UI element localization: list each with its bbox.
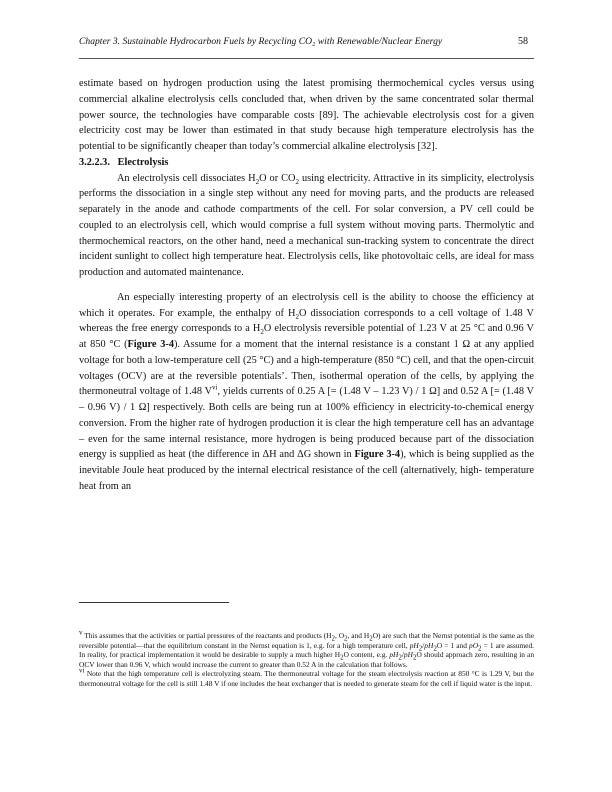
italic-symbol: pH bbox=[389, 650, 399, 660]
text-run: Note that the high temperature cell is electrolyzing steam. The thermoneutral voltage for the steam electrolysis reaction at 850 °C is 1.29 V, but the thermoneutral voltage for the cell is still 1.48 V if one includes the heat exchanger that is needed to generate steam for the cell if liquid water is the input. bbox=[79, 669, 534, 688]
text-run: An especially interesting property of an electrolysis cell is the ability to choose the efficiency at which it operates. For example, the enthalpy of H bbox=[79, 291, 534, 319]
footnote-vi bbox=[79, 666, 534, 688]
text-run: , yields currents of 0.25 A [= (1.48 V – 1.23 V) / 1 Ω] and 0.52 A [= (1.48 V – 0.96 V) / 1 Ω] respectively. Both cells are being run at 100% efficiency in electricity-to-chemical energy conversion. From the higher rate of hydrogen production it is clear the high temperature cell has an advantage – even for the same internal resistance, more hydrogen is being produced because part of the dissociation energy is supplied as heat (the difference in ΔH and ΔG shown in bbox=[79, 386, 534, 461]
text-run: This assumes that the activities or partial pressures of the reactants and products (H bbox=[82, 631, 332, 640]
footnotes bbox=[79, 628, 535, 689]
intro-paragraph: estimate based on hydrogen production using the latest promising thermochemical cycles versus using commercial alkaline electrolysis cells concluded that, when driven by the same concentrated solar thermal power source, the technologies have comparable costs [89]. The achievable electrolysis cost for a given electricity cost may be lower than estimated in that study because high temperature electrolysis has the potential to be significantly cheaper than today’s commercial alkaline electrolysis [32]. bbox=[79, 78, 534, 152]
section-title: Electrolysis bbox=[117, 156, 169, 168]
subscript: 2 bbox=[412, 653, 417, 662]
subscript: 2 bbox=[478, 644, 482, 653]
text-run: An electrolysis cell dissociates H bbox=[117, 172, 256, 184]
italic-symbol: pH bbox=[424, 640, 434, 650]
text-run: / bbox=[422, 640, 425, 650]
subscript: 2 bbox=[369, 634, 373, 643]
chapter-title: Chapter 3. Sustainable Hydrocarbon Fuels by Recycling CO₂ with Renewable/Nuclear Energy bbox=[79, 36, 443, 47]
subscript: 2 bbox=[295, 177, 299, 186]
text-run: / bbox=[401, 650, 404, 660]
subscript: 2 bbox=[295, 312, 299, 321]
text-run: O should approach zero, resulting in an OCV lower than 0.96 V, which would increase the current to greater than 0.52 A in the calculation that follows. bbox=[79, 650, 535, 669]
subscript: 2 bbox=[331, 634, 335, 643]
italic-symbol: pO bbox=[469, 640, 479, 650]
text-run: O or CO bbox=[259, 172, 296, 184]
footnote-marker[interactable]: vi bbox=[212, 383, 218, 392]
text-run: O) are such that the Nernst potential is the same as the reversible potential—that the equilibrium constant in the Nernst equation is 1, e.g. for a high temperature cell, bbox=[79, 631, 534, 650]
text-run: O dissociation corresponds to a cell voltage of 1.48 V whereas the free energy corresponds to a H bbox=[79, 307, 534, 335]
italic-symbol: pH bbox=[409, 640, 419, 650]
text-run: using electricity. Attractive in its simplicity, electrolysis performs the dissociation in a single step without any need for moving parts, and the products are released separately in the anode and cathode compartments of the cell. For solar conversion, a PV cell could be coupled to an electrolysis cell, which would comprise a full system without moving parts. Thermolytic and thermochemical reactors, on the other hand, need a mechanical sun-tracking system to concentrate the direct incident sunlight to collect high temperature heat. Electrolysis cells, like photovoltaic cells, are ideal for mass production and automated maintenance. bbox=[79, 172, 534, 278]
paragraph-efficiency bbox=[79, 290, 534, 495]
footnote-marker: v bbox=[79, 628, 83, 637]
figure-reference[interactable]: Figure 3-4 bbox=[127, 339, 174, 350]
section-heading bbox=[79, 155, 534, 171]
text-run: ). Assume for a moment that the internal resistance is a constant 1 Ω at any applied voltage for both a low-temperature cell (25 °C) and a high-temperature (850 °C) cell, and that the open-circuit voltages (OCV) are at the reversible potentials’. Then, isothermal operation of the cells, by applying the thermoneutral voltage of 1.48 V bbox=[79, 339, 534, 398]
text-run: O = 1 and bbox=[436, 640, 469, 650]
subscript: 2 bbox=[255, 177, 260, 186]
text-run: = 1 are assumed. In reality, for practical implementation it would be desirable to supply a much higher H bbox=[79, 640, 535, 660]
figure-reference[interactable]: Figure 3-4 bbox=[354, 449, 401, 461]
header-rule bbox=[79, 58, 534, 59]
footnote-rule bbox=[79, 602, 229, 603]
subscript: 2 bbox=[433, 644, 437, 653]
running-header bbox=[79, 36, 534, 47]
text-run: , and H bbox=[347, 631, 370, 640]
page-number: 58 bbox=[518, 36, 528, 47]
section-number: 3.2.2.3. bbox=[79, 156, 110, 168]
subscript: 2 bbox=[344, 634, 348, 643]
text-run: , O bbox=[334, 631, 345, 640]
subscript: 2 bbox=[418, 644, 423, 653]
italic-symbol: pH bbox=[403, 650, 413, 660]
text-run: O content, e.g. bbox=[343, 650, 390, 660]
text-run: ), which is being supplied as the inevitable Joule heat produced by the internal electrical resistance of the cell (alternatively, high- temperature heat from an bbox=[79, 449, 535, 492]
footnote-marker: vi bbox=[79, 666, 85, 675]
text-run: O electrolysis reversible potential of 1.23 V at 25 °C and 0.96 V at 850 °C ( bbox=[79, 323, 534, 350]
footnote-v bbox=[79, 628, 535, 669]
paragraph-electrolysis-intro bbox=[79, 171, 534, 281]
subscript: 2 bbox=[340, 653, 344, 662]
main-text bbox=[79, 76, 534, 495]
subscript: 2 bbox=[260, 328, 264, 337]
paragraph-gap bbox=[79, 281, 534, 290]
subscript: 2 bbox=[398, 653, 402, 662]
